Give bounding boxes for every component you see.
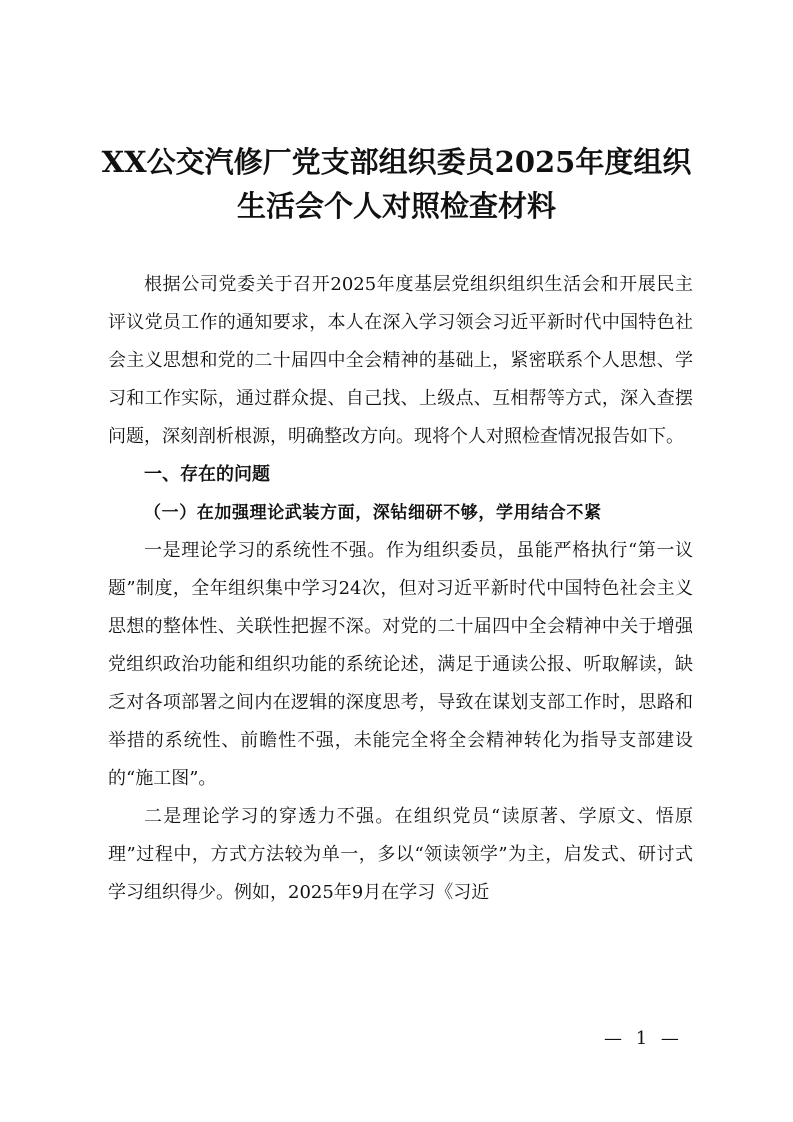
intro-paragraph: 根据公司党委关于召开2025年度基层党组织组织生活会和开展民主评议党员工作的通知要求，本人在深入学习领会习近平新时代中国特色社会主义思想和党的二十届四中全会精神的基础上，紧密联系个人思想、学习和工作实际，通过群众提、自己找、上级点、互相帮等方式，深入查摆问题，深刻剖析根源，明确整改方向。现将个人对照检查情况报告如下。 — [108, 274, 693, 447]
page-number: — 1 — — [604, 1028, 683, 1049]
section-heading: 一、存在的问题 — [144, 464, 270, 485]
body-paragraph-2: 二是理论学习的穿透力不强。在组织党员“读原著、学原文、悟原理”过程中，方式方法较为单一，多以“领读领学”为主，启发式、研讨式学习组织得少。例如，2025年9月在学习《习近 — [108, 806, 693, 903]
subsection-heading: （一）在加强理论武装方面，深钻细研不够，学用结合不紧 — [144, 503, 602, 523]
body-paragraph-1: 一是理论学习的系统性不强。作为组织委员，虽能严格执行“第一议题”制度，全年组织集中学习24次，但对习近平新时代中国特色社会主义思想的整体性、关联性把握不深。对党的二十届四中全会精神中关于增强党组织政治功能和组织功能的系统论述，满足于通读公报、听取解读，缺乏对各项部署之间内在逻辑的深度思考，导致在谋划支部工作时，思路和举措的系统性、前瞻性不强，未能完全将全会精神转化为指导支部建设的“施工图”。 — [108, 540, 693, 789]
title-line-1: XX公交汽修厂党支部组织委员2025年度组织 — [101, 145, 692, 179]
document-body — [108, 266, 693, 912]
document-title — [100, 140, 693, 228]
title-line-2: 生活会个人对照检查材料 — [236, 189, 556, 223]
